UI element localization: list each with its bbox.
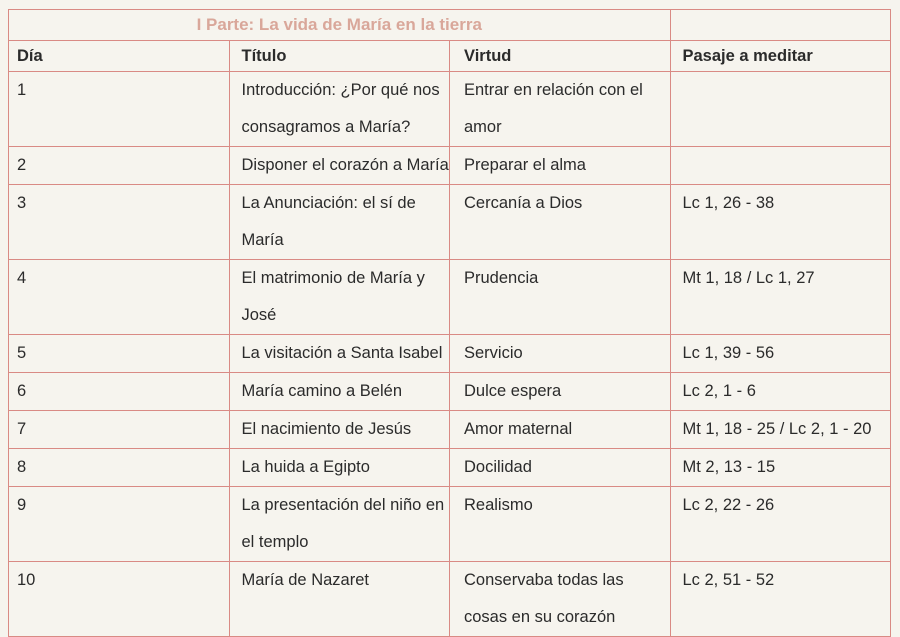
cell-title: La visitación a Santa Isabel	[229, 335, 450, 373]
table-row	[9, 449, 891, 487]
cell-title: La huida a Egipto	[229, 449, 450, 487]
cell-title: La presentación del niño en el templo	[229, 487, 450, 562]
cell-virtue: Dulce espera	[450, 373, 671, 411]
cell-day: 9	[9, 487, 230, 562]
cell-passage: Lc 2, 1 - 6	[670, 373, 891, 411]
cell-day: 7	[9, 411, 230, 449]
cell-title: Disponer el corazón a María	[229, 147, 450, 185]
cell-virtue: Amor maternal	[450, 411, 671, 449]
cell-passage: Mt 1, 18 / Lc 1, 27	[670, 260, 891, 335]
cell-day: 8	[9, 449, 230, 487]
table-row	[9, 147, 891, 185]
table-row	[9, 487, 891, 562]
table-row	[9, 411, 891, 449]
cell-day: 5	[9, 335, 230, 373]
cell-passage: Mt 2, 13 - 15	[670, 449, 891, 487]
cell-passage: Lc 1, 39 - 56	[670, 335, 891, 373]
table-row	[9, 335, 891, 373]
table-header-row	[9, 41, 891, 72]
cell-title: Introducción: ¿Por qué nos consagramos a María?	[229, 72, 450, 147]
table-row	[9, 260, 891, 335]
cell-virtue: Entrar en relación con el amor	[450, 72, 671, 147]
cell-virtue: Conservaba todas las cosas en su corazón	[450, 562, 671, 637]
header-passage: Pasaje a meditar	[670, 41, 891, 72]
cell-passage	[670, 72, 891, 147]
cell-day: 1	[9, 72, 230, 147]
cell-passage: Mt 1, 18 - 25 / Lc 2, 1 - 20	[670, 411, 891, 449]
table-title-empty-cell	[670, 10, 891, 41]
cell-virtue: Docilidad	[450, 449, 671, 487]
cell-virtue: Preparar el alma	[450, 147, 671, 185]
cell-passage: Lc 2, 22 - 26	[670, 487, 891, 562]
cell-virtue: Realismo	[450, 487, 671, 562]
cell-title: La Anunciación: el sí de María	[229, 185, 450, 260]
cell-day: 4	[9, 260, 230, 335]
cell-title: María camino a Belén	[229, 373, 450, 411]
cell-day: 6	[9, 373, 230, 411]
table-row	[9, 72, 891, 147]
cell-day: 2	[9, 147, 230, 185]
table-row	[9, 562, 891, 637]
cell-passage: Lc 1, 26 - 38	[670, 185, 891, 260]
cell-virtue: Servicio	[450, 335, 671, 373]
cell-passage	[670, 147, 891, 185]
table-title-row	[9, 10, 891, 41]
cell-day: 3	[9, 185, 230, 260]
cell-title: El nacimiento de Jesús	[229, 411, 450, 449]
header-title: Título	[229, 41, 450, 72]
cell-passage: Lc 2, 51 - 52	[670, 562, 891, 637]
cell-title: El matrimonio de María y José	[229, 260, 450, 335]
cell-virtue: Prudencia	[450, 260, 671, 335]
table-title: I Parte: La vida de María en la tierra	[9, 10, 671, 41]
header-virtue: Virtud	[450, 41, 671, 72]
table-row	[9, 185, 891, 260]
meditation-table	[8, 9, 891, 637]
cell-day: 10	[9, 562, 230, 637]
cell-virtue: Cercanía a Dios	[450, 185, 671, 260]
cell-title: María de Nazaret	[229, 562, 450, 637]
table-row	[9, 373, 891, 411]
header-day: Día	[9, 41, 230, 72]
